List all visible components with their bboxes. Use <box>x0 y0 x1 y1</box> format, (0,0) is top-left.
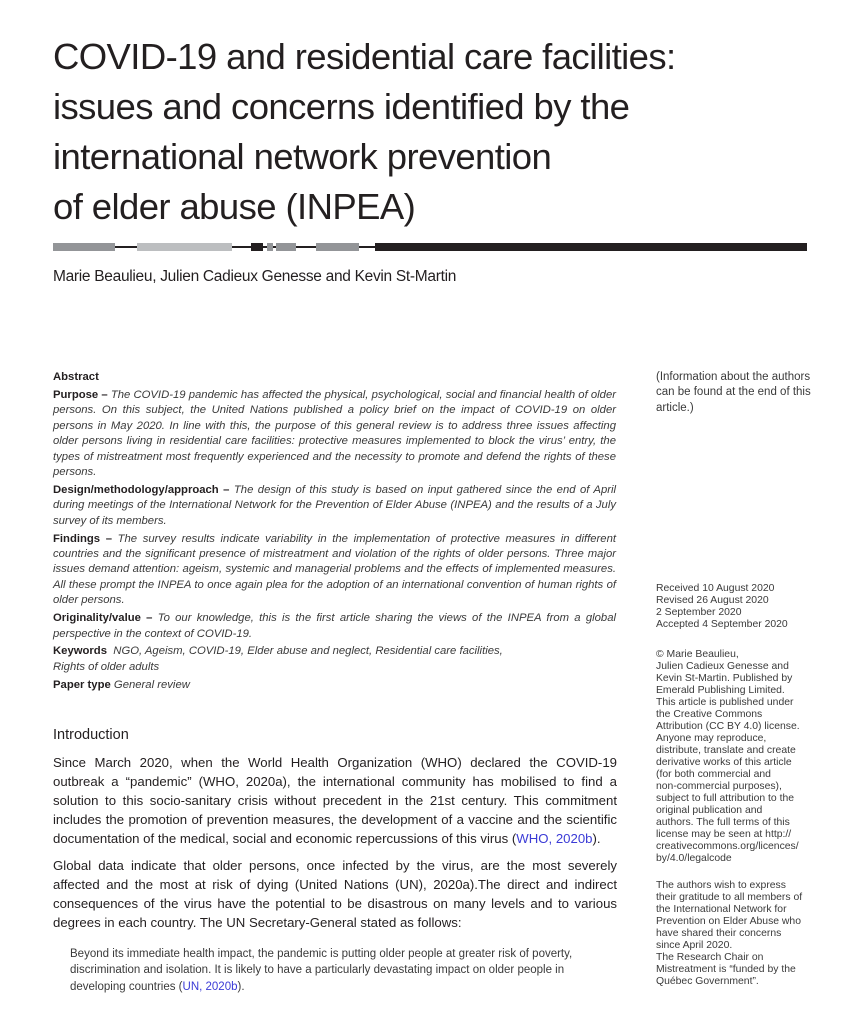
rule-line <box>296 246 316 248</box>
ack-line: Prevention on Elder Abuse who <box>656 916 801 927</box>
title-line: of elder abuse (INPEA) <box>53 186 416 227</box>
license-line: Attribution (CC BY 4.0) license. <box>656 721 800 732</box>
license-line: This article is published under <box>656 697 794 708</box>
rule-segment <box>251 243 263 251</box>
rule-segment <box>53 243 115 251</box>
ack-line: The authors wish to express <box>656 880 786 891</box>
license-line: original publication and <box>656 805 763 816</box>
title-line: international network prevention <box>53 136 552 177</box>
abstract-keywords: Keywords NGO, Ageism, COVID-19, Elder abuse and neglect, Residential care facilities, Rights of older adults <box>53 645 503 673</box>
rule-line <box>232 246 251 248</box>
abstract-purpose: Purpose – The COVID-19 pandemic has affected the physical, psychological, social and financial health of older persons. On this subject, the United Nations published a policy brief on the impact of COVID-19 on older persons in May 2020. In line with this, the purpose of this general review is to address three issues affecting older persons living in residential care facilities: protective measures implemented to block the virus’ entry, the types of mistreatment most frequently experienced and the necessity to promote and defend the rights of these persons. <box>53 388 617 478</box>
date-line: Accepted 4 September 2020 <box>656 619 788 630</box>
license-line: Julien Cadieux Genesse and <box>656 661 789 672</box>
citation-link-who-2020b[interactable]: WHO, 2020b <box>516 831 593 846</box>
abstract-heading: Abstract <box>53 371 99 383</box>
authors: Marie Beaulieu, Julien Cadieux Genesse and Kevin St-Martin <box>53 268 457 285</box>
license-line: subject to full attribution to the <box>656 793 795 804</box>
license-line: the Creative Commons <box>656 709 763 720</box>
license-line: creativecommons.org/licences/ <box>656 841 799 852</box>
citation-link-un-2020b[interactable]: UN, 2020b <box>182 980 238 993</box>
abstract-findings: Findings – The survey results indicate variability in the implementation of protective measures in different countries and the significant presence of mistreatment and violation of the rights of older persons. Three major issues demand attention: ageism, systemic and managerial problems and the effects of implemented measures. All these prompt the INPEA to once again plea for the adoption of an international convention of human rights of older persons. <box>53 532 616 607</box>
title-line: COVID-19 and residential care facilities: <box>53 36 676 77</box>
date-line: 2 September 2020 <box>656 607 742 618</box>
rule-line <box>359 246 375 248</box>
abstract-design: Design/methodology/approach – The design of this study is based on input gathered since the end of April during meetings of the International Network for the Prevention of Elder Abuse (INPEA) and the results of a July survey of its members. <box>53 483 617 527</box>
license-line: license may be seen at http:// <box>656 829 792 840</box>
ack-line: since April 2020. <box>656 940 733 951</box>
author-info-note: (Information about the authors can be found at the end of this article.) <box>656 371 811 414</box>
abstract-originality: Originality/value – To our knowledge, this is the first article sharing the views of the INPEA from a global perspective in the context of COVID-19. <box>53 612 616 640</box>
title-line: issues and concerns identified by the <box>53 86 630 127</box>
ack-line: have shared their concerns <box>656 928 782 939</box>
license-line: by/4.0/legalcode <box>656 853 732 864</box>
rule-line <box>115 246 137 248</box>
license-line: Emerald Publishing Limited. <box>656 685 785 696</box>
license-note <box>656 649 821 865</box>
rule-segment <box>137 243 232 251</box>
rule-segment <box>375 243 807 251</box>
license-line: Anyone may reproduce, <box>656 733 767 744</box>
block-quote: Beyond its immediate health impact, the pandemic is putting older people at greater risk of poverty, discrimination and isolation. It is likely to have a particularly devastating impact on older people in developing countries (UN, 2020b). <box>70 948 573 993</box>
license-line: © Marie Beaulieu, <box>656 649 739 660</box>
acknowledgements <box>656 880 821 988</box>
license-line: authors. The full terms of this <box>656 817 790 828</box>
article-title <box>53 32 813 232</box>
article-dates <box>656 583 821 631</box>
license-line: derivative works of this article <box>656 757 792 768</box>
license-line: (for both commercial and <box>656 769 771 780</box>
rule-segment <box>276 243 296 251</box>
license-line: distribute, translate and create <box>656 745 796 756</box>
rule-segment <box>316 243 359 251</box>
ack-line: the International Network for <box>656 904 787 915</box>
ack-line: their gratitude to all members of <box>656 892 803 903</box>
decorative-rule <box>53 243 807 253</box>
section-heading-introduction: Introduction <box>53 727 129 743</box>
date-line: Received 10 August 2020 <box>656 583 775 594</box>
date-line: Revised 26 August 2020 <box>656 595 769 606</box>
intro-paragraph-2: Global data indicate that older persons, once infected by the virus, are the most severely affected and the most at risk of dying (United Nations (UN), 2020a).The direct and indirect consequences of the virus have the potential to be disastrous on many levels and to various degrees in each country. The UN Secretary-General stated as follows: <box>53 858 617 930</box>
intro-paragraph-1: Since March 2020, when the World Health Organization (WHO) declared the COVID-19 outbreak a “pandemic” (WHO, 2020a), the international community has mobilised to find a solution to this socio-sanitary crisis without precedent in the 21st century. This commitment includes the promotion of prevention measures, the development of a vaccine and the scientific documentation of the medical, social and economic repercussions of this virus (WHO, 2020b). <box>53 755 617 846</box>
ack-line: Mistreatment is “funded by the <box>656 964 796 975</box>
ack-line: The Research Chair on <box>656 952 764 963</box>
abstract-paper-type: Paper type General review <box>53 678 190 691</box>
ack-line: Québec Government”. <box>656 976 759 987</box>
license-line: Kevin St-Martin. Published by <box>656 673 793 684</box>
license-line: non-commercial purposes), <box>656 781 782 792</box>
abstract <box>53 370 616 696</box>
